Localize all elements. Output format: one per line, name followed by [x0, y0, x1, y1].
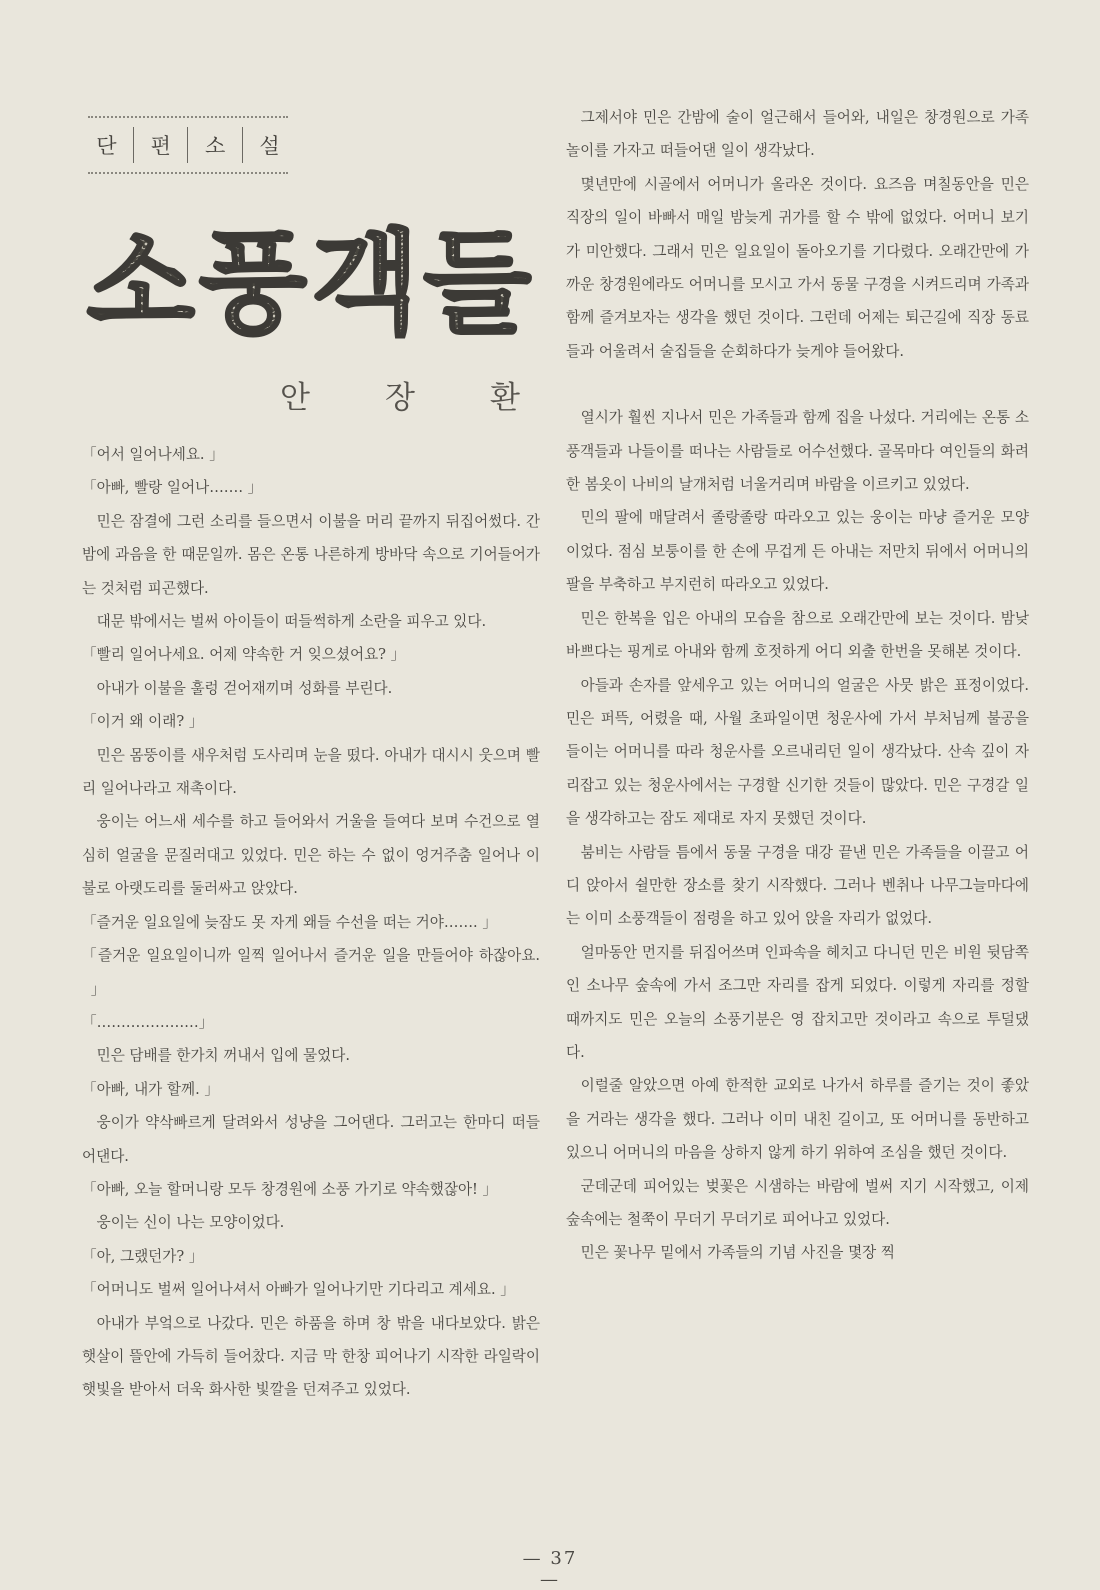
series-char: 단: [96, 134, 117, 158]
series-label: [88, 116, 288, 174]
paragraph: 민은 몸뚱이를 새우처럼 도사리며 눈을 떴다. 아내가 대시시 웃으며 빨리 일어나라고 재촉이다.: [82, 746, 540, 798]
paragraph: 아내가 부엌으로 나갔다. 민은 하품을 하며 창 밖을 내다보았다. 밝은 햇살이 뜰안에 가득히 들어찼다. 지금 막 한창 피어나기 시작한 라일락이 햇빛을 받아서 더욱 화사한 빛깔을 던져주고 있었다.: [82, 1314, 540, 1399]
series-divider: [133, 127, 134, 163]
dialogue-line: 「…………………」: [82, 1013, 214, 1031]
paragraph: 이럴줄 알았으면 아예 한적한 교외로 나가서 하루를 즐기는 것이 좋았을 거라는 생각을 했다. 그러나 이미 내친 길이고, 또 어머니를 동반하고 있으니 어머니의 마음을 상하지 않게 하기 위하여 조심을 했던 것이다.: [566, 1077, 1029, 1162]
dialogue-line: 「어머니도 벌써 일어나셔서 아빠가 일어나기만 기다리고 계세요. 」: [82, 1281, 515, 1299]
series-divider: [242, 127, 243, 163]
dialogue-line: 「어서 일어나세요. 」: [82, 446, 224, 463]
story-title-art: [64, 210, 558, 345]
dialogue-line: 「이거 왜 이래? 」: [82, 713, 204, 731]
author-char: 안: [280, 380, 310, 416]
paragraph: 민은 담배를 한가치 꺼내서 입에 물었다.: [96, 1047, 350, 1065]
author-name: [280, 372, 520, 417]
dialogue-line: 「아빠, 빨랑 일어나……. 」: [82, 479, 263, 497]
right-text-column: [566, 101, 1029, 1270]
paragraph: 아들과 손자를 앞세우고 있는 어머니의 얼굴은 사뭇 밝은 표정이었다. 민은 퍼뜩, 어렸을 때, 사월 초파일이면 청운사에 가서 부처님께 불공을 들이는 어머니를 따라 청운사를 오르내리던 일이 생각났다. 산속 깊이 자리잡고 있는 청운사에서는 구경할 신기한 것들이 많았다. 민은 구경갈 일을 생각하고는 잠도 제대로 자지 못했던 것이다.: [566, 676, 1029, 828]
dialogue-line: 「아빠, 내가 할께. 」: [82, 1080, 219, 1098]
dialogue-line: 「빨리 일어나세요. 어제 약속한 거 잊으셨어요? 」: [82, 646, 406, 664]
paragraph: 웅이가 약삭빠르게 달려와서 성냥을 그어댄다. 그러고는 한마디 떠들어댄다.: [82, 1114, 540, 1165]
paragraph: 군데군데 피어있는 벚꽃은 시샘하는 바람에 벌써 지기 시작했고, 이제 숲속에는 철쭉이 무더기 무더기로 피어나고 있었다.: [566, 1177, 1029, 1228]
dialogue-line: 「즐거운 일요일이니까 일찍 일어나서 즐거운 일을 만들어야 하잖아요. 」: [82, 947, 540, 998]
story-title: 소풍객들: [86, 219, 536, 345]
paragraph: 아내가 이불을 훌렁 걷어재끼며 성화를 부린다.: [96, 679, 393, 697]
paragraph: 웅이는 신이 나는 모양이었다.: [96, 1214, 285, 1232]
paragraph: 민은 한복을 입은 아내의 모습을 참으로 오래간만에 보는 것이다. 밤낮 바쁘다는 핑게로 아내와 함께 호젓하게 어디 외출 한번을 못해본 것이다.: [566, 609, 1029, 661]
left-text-column: [82, 438, 540, 1407]
author-char: 환: [490, 380, 520, 416]
paragraph: 얼마동안 먼지를 뒤집어쓰며 인파속을 헤치고 다니던 민은 비원 뒷담쪽인 소나무 숲속에 가서 조그만 자리를 잡게 되었다. 이렇게 자리를 정할 때까지도 민은 오늘의 소풍기분은 영 잡치고만 것이라고 속으로 투덜댔다.: [566, 943, 1029, 1061]
paragraph: 몇년만에 시골에서 어머니가 올라온 것이다. 요즈음 며칠동안을 민은 직장의 일이 바빠서 매일 밤늦게 귀가를 할 수 밖에 없었다. 어머니 보기가 미안했다. 그래서 민은 일요일이 돌아오기를 기다렸다. 오래간만에 가까운 창경원에라도 어머니를 모시고 가서 동물 구경을 시켜드리며 가족과 함께 즐겨보자는 생각을 했던 것이다. 그런데 어제는 퇴근길에 직장 동료들과 어울려서 술집들을 순회하다가 늦게야 들어왔다.: [566, 175, 1029, 360]
paragraph: 붐비는 사람들 틈에서 동물 구경을 대강 끝낸 민은 가족들을 이끌고 어디 앉아서 쉴만한 장소를 찾기 시작했다. 그러나 벤취나 나무그늘마다에는 이미 소풍객들이 점령을 하고 있어 앉을 자리가 없었다.: [566, 843, 1029, 928]
dialogue-line: 「즐거운 일요일에 늦잠도 못 자게 왜들 수선을 떠는 거야……. 」: [82, 913, 497, 931]
series-char: 편: [150, 134, 171, 158]
dialogue-line: 「아, 그랬던가? 」: [82, 1247, 204, 1265]
paragraph: 민은 꽃나무 밑에서 가족들의 기념 사진을 몇장 찍: [580, 1244, 896, 1262]
series-char: 소: [204, 134, 226, 158]
author-char: 장: [385, 380, 415, 416]
paragraph: 민은 잠결에 그런 소리를 들으면서 이불을 머리 끝까지 뒤집어썼다. 간밤에 과음을 한 때문일까. 몸은 온통 나른하게 방바닥 속으로 기어들어가는 것처럼 피곤했다.: [82, 512, 540, 597]
series-divider: [187, 127, 188, 163]
paragraph: 대문 밖에서는 벌써 아이들이 떠들썩하게 소란을 피우고 있다.: [96, 613, 487, 631]
paragraph: 열시가 훨씬 지나서 민은 가족들과 함께 집을 나섰다. 거리에는 온통 소풍객들과 나들이를 떠나는 사람들로 어수선했다. 골목마다 여인들의 화려한 봄옷이 나비의 날개처럼 너울거리며 바람을 이르키고 있었다.: [566, 409, 1029, 494]
paragraph: 웅이는 어느새 세수를 하고 들어와서 거울을 들여다 보며 수건으로 열심히 얼굴을 문질러대고 있었다. 민은 하는 수 없이 엉거주춤 일어나 이불로 아랫도리를 둘러싸고 앉았다.: [82, 813, 540, 898]
series-char: 설: [259, 134, 280, 158]
section-break: [566, 368, 1029, 401]
paragraph: 민의 팔에 매달려서 졸랑졸랑 따라오고 있는 웅이는 마냥 즐거운 모양이었다. 점심 보퉁이를 한 손에 무겁게 든 아내는 저만치 뒤에서 어머니의 팔을 부축하고 부지런히 따라오고 있었다.: [566, 509, 1029, 594]
page-number: — 37 —: [522, 1548, 578, 1590]
paragraph: 그제서야 민은 간밤에 술이 얼근해서 들어와, 내일은 창경원으로 가족놀이를 가자고 떠들어댄 일이 생각났다.: [566, 109, 1029, 160]
dialogue-line: 「아빠, 오늘 할머니랑 모두 창경원에 소풍 가기로 약속했잖아! 」: [82, 1180, 498, 1198]
